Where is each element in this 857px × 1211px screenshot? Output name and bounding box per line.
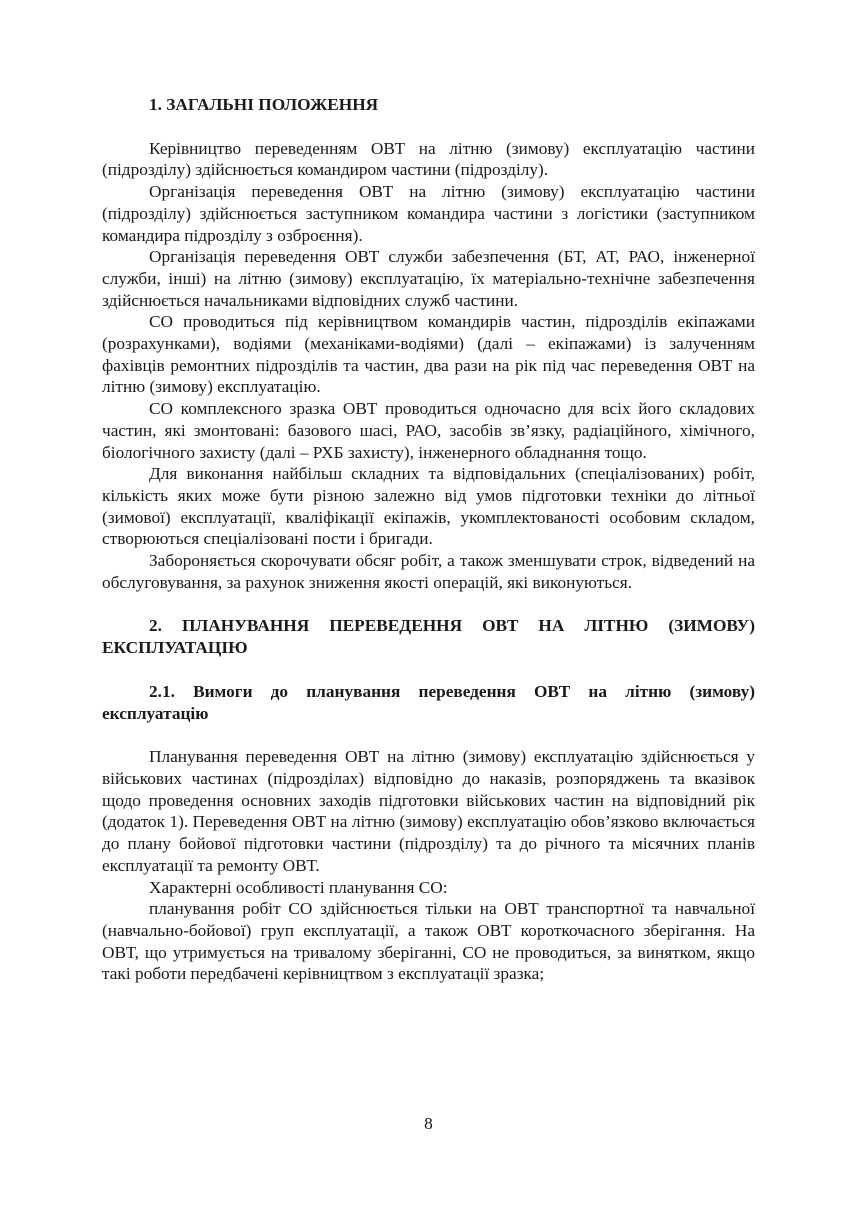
paragraph: планування робіт СО здійснюється тільки на ОВТ транспортної та навчальної (навчально-бойової) груп експлуатації, а також ОВТ короткочасного зберігання. На ОВТ, що утримується на тривалому зберіганні, СО не проводиться, за винятком, якщо такі роботи передбачені керівництвом з експлуатації зразка; [102,899,755,984]
paragraph: Для виконання найбільш складних та відповідальних (спеціалізованих) робіт, кількість яких може бути різною залежно від умов підготовки техніки до літньої (зимової) експлуатації, кваліфікації екіпажів, укомплектованості особовим складом, створюються спеціалізовані пости і бригади. [102,464,755,549]
paragraph: Керівництво переведенням ОВТ на літню (зимову) експлуатацію частини (підрозділу) здійснюється командиром частини (підрозділу). [102,138,755,180]
paragraph: Організація переведення ОВТ на літню (зимову) експлуатацію частини (підрозділу) здійснюється заступником командира частини з логістики (заступником командира підрозділу з озброєння). [102,182,755,245]
paragraph: Характерні особливості планування СО: [149,877,448,897]
section-2-1-heading: 2.1. Вимоги до планування переведення ОВТ на літню (зимову) експлуатацію [102,681,755,723]
paragraph: Забороняється скорочувати обсяг робіт, а також зменшувати строк, відведений на обслуговування, за рахунок зниження якості операцій, які виконуються. [102,551,755,592]
paragraph: СО проводиться під керівництвом командирів частин, підрозділів екіпажами (розрахунками), водіями (механіками-водіями) (далі – екіпажами) із залученням фахівців ремонтних підрозділів та частин, два рази на рік під час переведення ОВТ на літню (зимову) експлуатацію. [102,312,755,397]
paragraph: СО комплексного зразка ОВТ проводиться одночасно для всіх його складових частин, які змонтовані: базового шасі, РАО, засобів зв’язку, радіаційного, хімічного, біологічного захисту (далі – РХБ захисту), інженерного обладнання тощо. [102,399,755,462]
paragraph: Планування переведення ОВТ на літню (зимову) експлуатацію здійснюється у військових частинах (підрозділах) відповідно до наказів, розпоряджень та вказівок щодо проведення основних заходів підготовки військових частин на відповідний рік (додаток 1). Переведення ОВТ на літню (зимову) експлуатацію обов’язково включається до плану бойової підготовки частини (підрозділу) та до річного та місячних планів експлуатації та ремонту ОВТ. [102,747,755,875]
section-1-heading: 1. ЗАГАЛЬНІ ПОЛОЖЕННЯ [149,95,379,114]
section-2-heading: 2. ПЛАНУВАННЯ ПЕРЕВЕДЕННЯ ОВТ НА ЛІТНЮ (ЗИМОВУ) ЕКСПЛУАТАЦІЮ [102,616,755,658]
document-page [102,94,755,985]
paragraph: Організація переведення ОВТ служби забезпечення (БТ, АТ, РАО, інженерної служби, інші) на літню (зимову) експлуатацію, їх матеріально-технічне забезпечення здійснюється начальниками відповідних служб частини. [102,247,755,310]
page-number: 8 [424,1114,433,1133]
